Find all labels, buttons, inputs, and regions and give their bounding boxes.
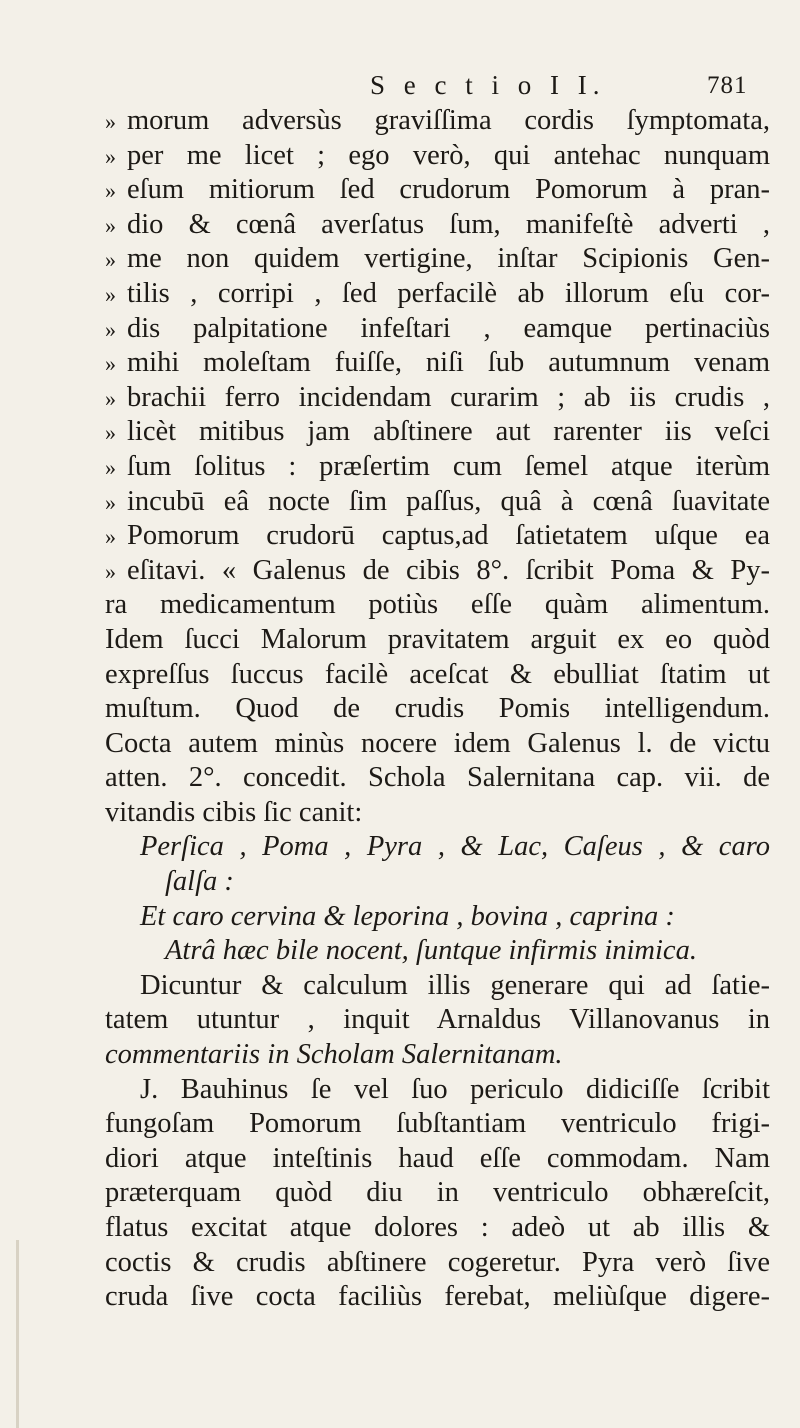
text-line: J. Bauhinus ſe vel ſuo periculo didiciſſe ſcribit <box>140 1073 770 1105</box>
quote-mark: » <box>105 385 116 411</box>
text-line: Idem ſucci Malorum pravitatem arguit ex eo quòd <box>105 623 770 655</box>
body-text <box>105 104 770 1315</box>
text-line: atten. 2°. concedit. Schola Salernitana cap. vii. de <box>105 762 770 794</box>
text-line: præterquam quòd diu in ventriculo obhæreſcit, <box>105 1177 770 1209</box>
text-line: » licèt mitibus jam abſtinere aut rarenter iis veſci <box>105 415 770 450</box>
quote-mark: » <box>105 109 116 134</box>
text-line: » dio & cœnâ averſatus ſum, manifeſtè adverti , <box>105 208 770 243</box>
text-line: coctis & crudis abſtinere cogeretur. Pyra verò ſive <box>105 1246 770 1278</box>
text-line: » Pomorum crudorū captus,ad ſatietatem uſque ea <box>105 519 770 554</box>
quote-mark: » <box>105 212 116 238</box>
text-line: expreſſus ſuccus facilè aceſcat & ebulliat ſtatim ut <box>105 658 770 690</box>
text-line: ra medicamentum potiùs eſſe quàm alimentum. <box>105 589 770 621</box>
quote-mark: » <box>105 351 116 377</box>
verse-line: ſalſa : <box>165 866 234 898</box>
verse-line: Et caro cervina & leporina , bovina , caprina : <box>140 900 675 932</box>
quote-mark: » <box>105 489 116 515</box>
text-line: Cocta autem minùs nocere idem Galenus l. de victu <box>105 727 770 759</box>
text-line: fungoſam Pomorum ſubſtantiam ventriculo frigi- <box>105 1108 770 1140</box>
verse-line: Atrâ hæc bile nocent, ſuntque infirmis inimica. <box>165 935 697 967</box>
text-line: » mihi moleſtam fuiſſe, niſi ſub autumnum venam <box>105 346 770 381</box>
text-line: » tilis , corripi , ſed perfacilè ab illorum eſu cor- <box>105 277 770 312</box>
page-edge-stain <box>16 1240 19 1428</box>
text-line: » eſitavi. « Galenus de cibis 8°. ſcribit Poma & Py- <box>105 554 770 589</box>
quote-mark: » <box>105 316 116 342</box>
text-line: tatem utuntur , inquit Arnaldus Villanovanus in <box>105 1004 770 1036</box>
text-line: » eſum mitiorum ſed crudorum Pomorum à pran- <box>105 173 770 208</box>
text-line: commentariis in Scholam Salernitanam. <box>105 1039 563 1071</box>
quote-mark: » <box>105 558 116 584</box>
text-line: vitandis cibis ſic canit: <box>105 796 363 828</box>
quote-mark: » <box>105 247 116 273</box>
text-line: » brachii ferro incidendam curarim ; ab iis crudis , <box>105 381 770 416</box>
text-line: flatus excitat atque dolores : adeò ut ab illis & <box>105 1212 770 1243</box>
quote-mark: » <box>105 454 116 480</box>
text-line: » ſum ſolitus : præſertim cum ſemel atque iterùm <box>105 450 770 485</box>
quote-mark: » <box>105 281 116 307</box>
text-line: » me non quidem vertigine, inſtar Scipionis Gen- <box>105 242 770 277</box>
verse-line: Perſica , Poma , Pyra , & Lac, Caſeus , & caro <box>140 831 770 863</box>
quote-mark: » <box>105 178 116 204</box>
text-line: cruda ſive cocta faciliùs ferebat, meliùſque digere- <box>105 1281 770 1313</box>
text-line: muſtum. Quod de crudis Pomis intelligendum. <box>105 693 770 725</box>
section-title: S e c t i o I I. <box>370 70 606 100</box>
quote-mark: » <box>105 524 116 550</box>
text-line: » morum adversùs graviſſima cordis ſymptomata, <box>105 104 770 139</box>
page-number: 781 <box>707 72 748 99</box>
quote-mark: » <box>105 420 116 446</box>
text-line: » incubū eâ nocte ſim paſſus, quâ à cœnâ ſuavitate <box>105 485 770 520</box>
text-line: Dicuntur & calculum illis generare qui ad ſatie- <box>140 969 770 1001</box>
text-line: » per me licet ; ego verò, qui antehac nunquam <box>105 139 770 174</box>
text-line: » dis palpitatione infeſtari , eamque pertinaciùs <box>105 312 770 347</box>
quote-mark: » <box>105 143 116 169</box>
text-line: diori atque inteſtinis haud eſſe commodam. Nam <box>105 1142 770 1174</box>
